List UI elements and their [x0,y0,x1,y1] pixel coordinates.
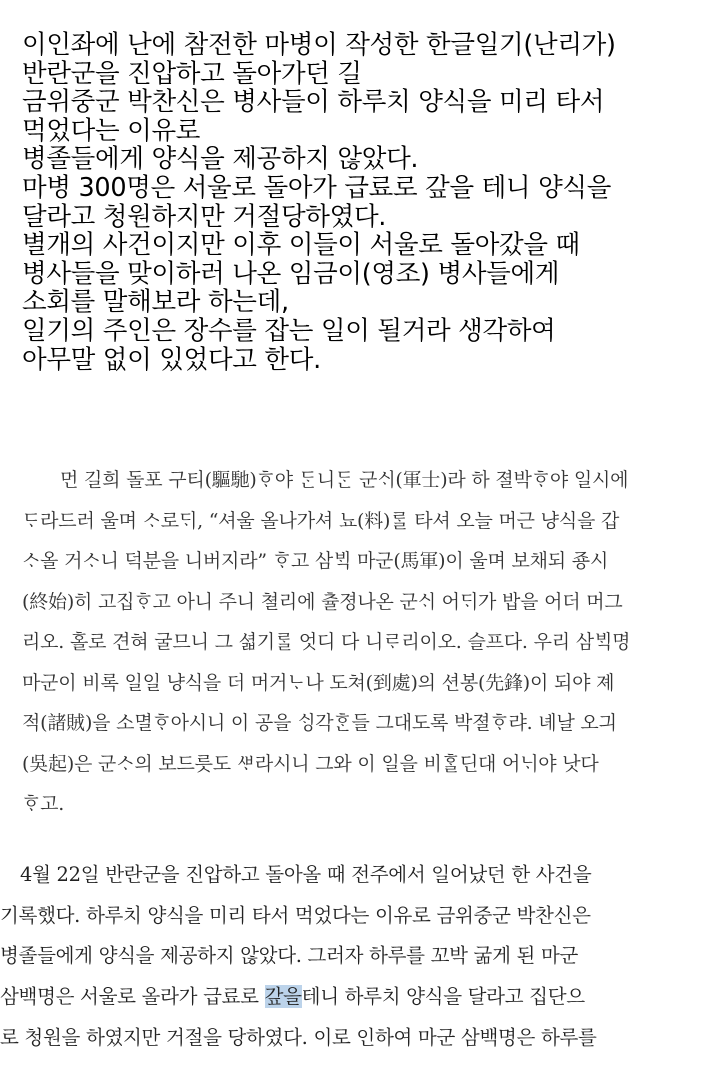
modern-translation-scan [0,855,712,1059]
caption-block [22,31,712,374]
caption-line: 마병 300명은 서울로 돌아가 급료로 갚을 테니 양식을 [22,172,612,203]
old-text-line: 적(諸賊)을 소멸ᄒᆞ아시니 이 공을 ᄉᆡᆼ각ᄒᆞᆫ들 그대도록 박졀ᄒᆞ랴. 녜날 오긔 [22,712,617,734]
caption-line: 달라고 청원하지만 거절당하였다. [22,201,387,232]
caption-line: 일기의 주인은 장수를 잡는 일이 될거라 생각하여 [22,315,556,346]
modern-text-line [0,977,712,1018]
modern-text-line: 병졸들에게 양식을 제공하지 않았다. 그러자 하루를 꼬박 굶게 된 마군 [0,944,579,968]
old-text-line: 리오. 홀로 견혀 굴므니 그 셟기ᄅᆞᆯ 엇디 다 니ᄅᆞ리이오. 슬프다. 우리 삼ᄇᆡᆨ명 [22,631,631,653]
caption-line: 반란군을 진압하고 돌아가던 길 [22,58,362,89]
old-text-line: ᄒᆞ고. [22,793,65,815]
modern-text-line: 기록했다. 하루치 양식을 미리 타서 먹었다는 이유로 금위중군 박찬신은 [0,903,591,927]
caption-line: 금위중군 박찬신은 병사들이 하루치 양식을 미리 타서 [22,87,605,118]
old-text-line: 먼 길희 돌포 구티(驅馳)ᄒᆞ야 ᄃᆞᆫ니ᄃᆞᆫ 군ᄉᆡ(軍士)라 하 졀박ᄒᆞ야 일시에 [60,469,629,491]
caption-line: 이인좌에 난에 참전한 마병이 작성한 한글일기(난리가) [22,30,616,60]
modern-text-segment: 삼백명은 서울로 올라가 급료로 갚을테니 하루치 양식을 달라고 집단으 [0,985,585,1009]
caption-line: 먹었다는 이유로 [22,115,201,146]
old-text-line: ᄃᆞ라드러 울며 ᄉᆞ로ᄃᆡ, “셔울 올나가셔 뇨(料)ᄅᆞᆯ 타셔 오늘 머근 냥식을 갑 [22,509,620,532]
old-text-line: (終始)히 고집ᄒᆞ고 아니 주니 쳘리에 츌졍나온 군ᄉᆡ 어ᄃᆡ가 밥을 어더 머그 [22,590,623,613]
caption-line: 병사들을 맞이하러 나온 임금이(영조) 병사들에게 [22,258,560,289]
modern-text-line: 4월 22일 반란군을 진압하고 돌아올 때 전주에서 일어났던 한 사건을 [20,863,592,886]
old-text-line: (吳起)은 군ᄉᆞ의 보드릇도 ᄲᆞ라시니 그와 이 일을 비ᄒᆞᆯ딘대 어ᄂᆡ야 낫다 [22,752,599,775]
caption-line: 병졸들에게 양식을 제공하지 않았다. [22,144,419,175]
highlighted-word: 갚을 [264,985,302,1009]
modern-text-line: 로 청원을 하였지만 거절을 당하였다. 이로 인하여 마군 삼백명은 하루를 [0,1025,597,1049]
old-korean-text-scan [22,460,712,825]
old-text-line: ᄉᆞ올 거ᄉᆞ니 덕분을 니버지라” ᄒᆞ고 삼ᄇᆡᆨ 마군(馬軍)이 울며 보채되 죵시 [22,550,609,572]
caption-line: 별개의 사건이지만 이후 이들이 서울로 돌아갔을 때 [22,230,580,261]
old-text-line: 마군이 비록 일일 냥식을 더 머거ᄂᆞ나 도쳐(到處)의 션봉(先鋒)이 되야 졔 [22,671,615,694]
caption-line: 아무말 없이 있었다고 한다. [22,344,321,375]
caption-line: 소회를 말해보라 하는데, [22,287,289,318]
